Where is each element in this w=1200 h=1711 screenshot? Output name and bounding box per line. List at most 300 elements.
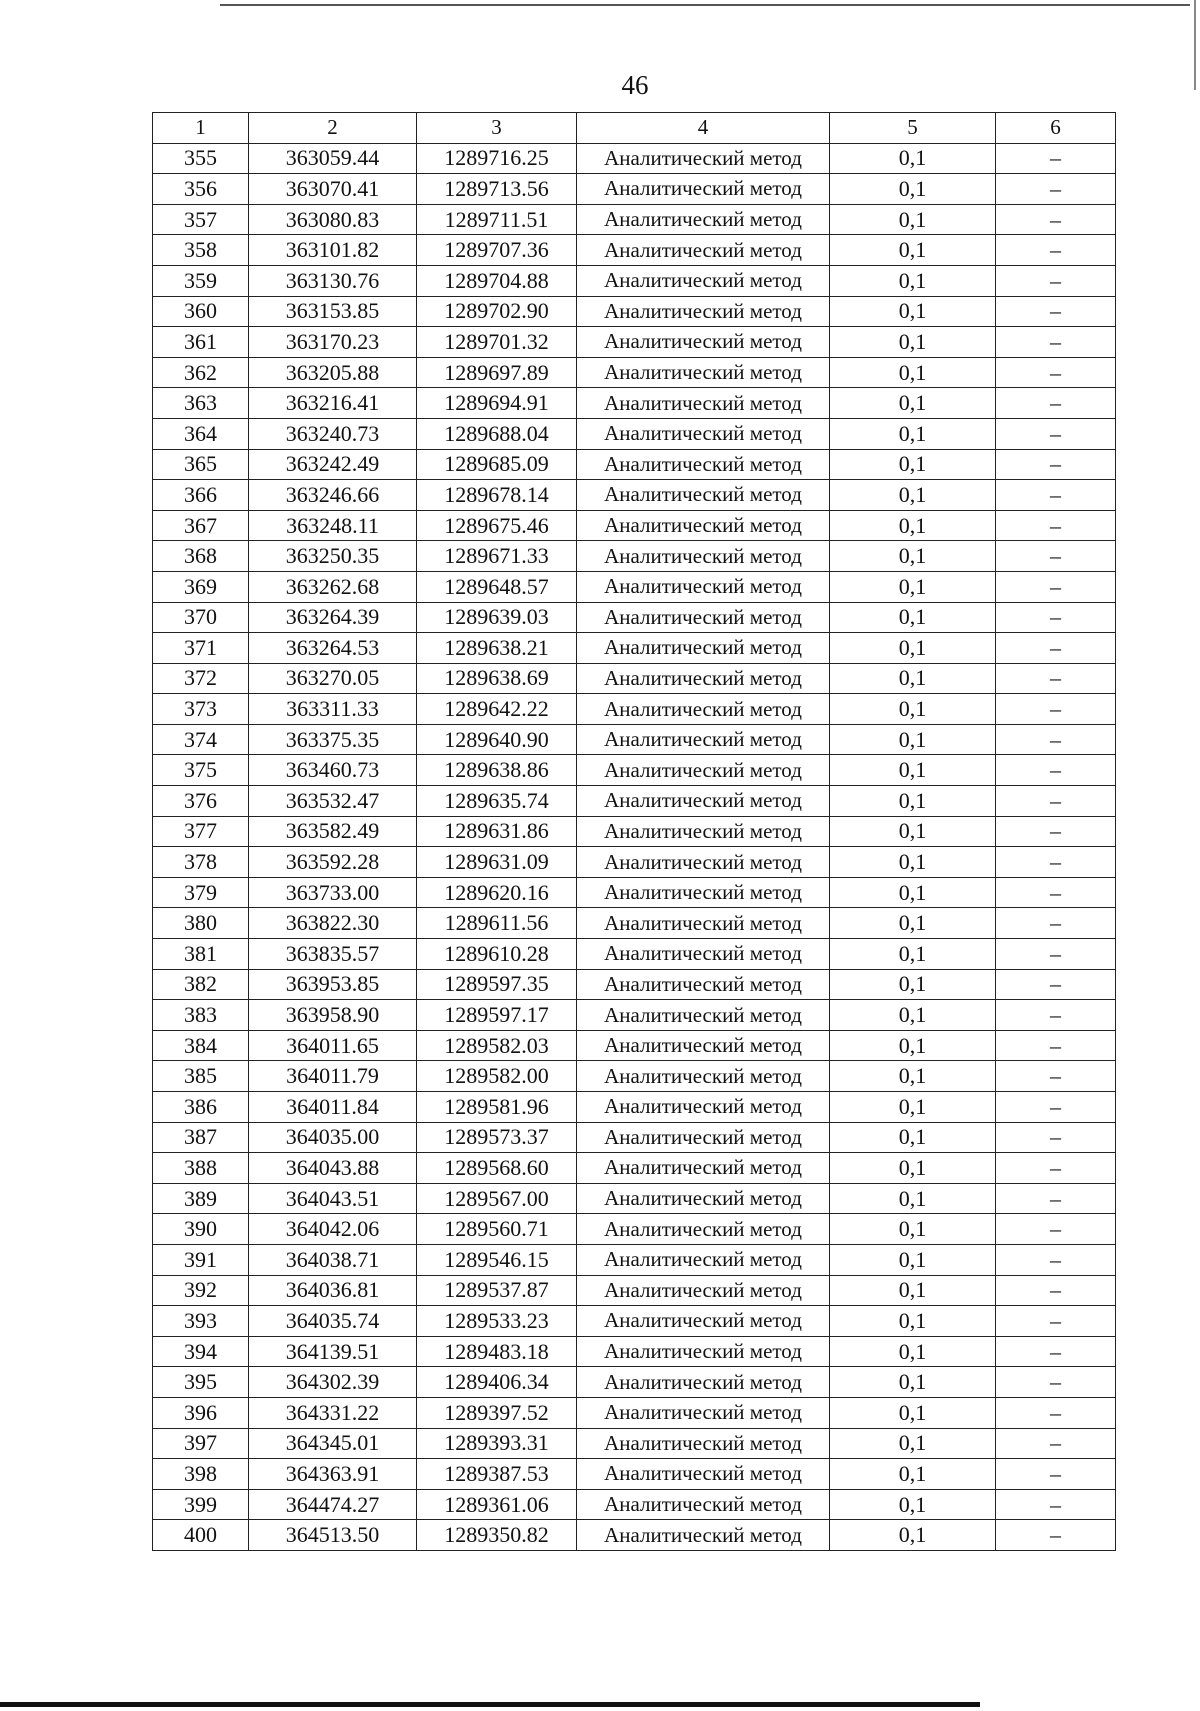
table-row bbox=[153, 1428, 1116, 1459]
table-row bbox=[153, 449, 1116, 480]
accuracy-cell: 0,1 bbox=[830, 1367, 996, 1398]
accuracy-cell: 0,1 bbox=[830, 724, 996, 755]
method-cell: Аналитический метод bbox=[577, 1397, 830, 1428]
method-cell: Аналитический метод bbox=[577, 1214, 830, 1245]
table-row bbox=[153, 1275, 1116, 1306]
method-cell: Аналитический метод bbox=[577, 1428, 830, 1459]
method-cell: Аналитический метод bbox=[577, 939, 830, 970]
y-coordinate-cell: 1289631.09 bbox=[417, 847, 577, 878]
method-cell: Аналитический метод bbox=[577, 143, 830, 174]
method-cell: Аналитический метод bbox=[577, 1275, 830, 1306]
y-coordinate-cell: 1289671.33 bbox=[417, 541, 577, 572]
table-row bbox=[153, 174, 1116, 205]
y-coordinate-cell: 1289638.69 bbox=[417, 663, 577, 694]
column-header: 5 bbox=[830, 113, 996, 144]
y-coordinate-cell: 1289546.15 bbox=[417, 1244, 577, 1275]
table-row bbox=[153, 1000, 1116, 1031]
accuracy-cell: 0,1 bbox=[830, 1336, 996, 1367]
x-coordinate-cell: 363822.30 bbox=[249, 908, 417, 939]
accuracy-cell: 0,1 bbox=[830, 1428, 996, 1459]
y-coordinate-cell: 1289688.04 bbox=[417, 418, 577, 449]
table-row bbox=[153, 1183, 1116, 1214]
table-row bbox=[153, 296, 1116, 327]
y-coordinate-cell: 1289638.86 bbox=[417, 755, 577, 786]
method-cell: Аналитический метод bbox=[577, 541, 830, 572]
note-cell: – bbox=[996, 143, 1116, 174]
method-cell: Аналитический метод bbox=[577, 1061, 830, 1092]
method-cell: Аналитический метод bbox=[577, 418, 830, 449]
accuracy-cell: 0,1 bbox=[830, 1153, 996, 1184]
note-cell: – bbox=[996, 939, 1116, 970]
table-body bbox=[153, 143, 1116, 1550]
method-cell: Аналитический метод bbox=[577, 235, 830, 266]
x-coordinate-cell: 363153.85 bbox=[249, 296, 417, 327]
y-coordinate-cell: 1289387.53 bbox=[417, 1459, 577, 1490]
point-number-cell: 364 bbox=[153, 418, 249, 449]
accuracy-cell: 0,1 bbox=[830, 143, 996, 174]
accuracy-cell: 0,1 bbox=[830, 571, 996, 602]
point-number-cell: 397 bbox=[153, 1428, 249, 1459]
x-coordinate-cell: 363240.73 bbox=[249, 418, 417, 449]
point-number-cell: 384 bbox=[153, 1030, 249, 1061]
accuracy-cell: 0,1 bbox=[830, 877, 996, 908]
point-number-cell: 381 bbox=[153, 939, 249, 970]
note-cell: – bbox=[996, 1122, 1116, 1153]
method-cell: Аналитический метод bbox=[577, 694, 830, 725]
note-cell: – bbox=[996, 296, 1116, 327]
note-cell: – bbox=[996, 724, 1116, 755]
note-cell: – bbox=[996, 1183, 1116, 1214]
x-coordinate-cell: 364363.91 bbox=[249, 1459, 417, 1490]
accuracy-cell: 0,1 bbox=[830, 1092, 996, 1123]
y-coordinate-cell: 1289406.34 bbox=[417, 1367, 577, 1398]
y-coordinate-cell: 1289393.31 bbox=[417, 1428, 577, 1459]
x-coordinate-cell: 364043.51 bbox=[249, 1183, 417, 1214]
method-cell: Аналитический метод bbox=[577, 1520, 830, 1551]
point-number-cell: 388 bbox=[153, 1153, 249, 1184]
point-number-cell: 378 bbox=[153, 847, 249, 878]
table-row bbox=[153, 816, 1116, 847]
x-coordinate-cell: 363101.82 bbox=[249, 235, 417, 266]
table-row bbox=[153, 357, 1116, 388]
x-coordinate-cell: 364331.22 bbox=[249, 1397, 417, 1428]
y-coordinate-cell: 1289638.21 bbox=[417, 633, 577, 664]
method-cell: Аналитический метод bbox=[577, 663, 830, 694]
x-coordinate-cell: 364302.39 bbox=[249, 1367, 417, 1398]
method-cell: Аналитический метод bbox=[577, 1306, 830, 1337]
table-row bbox=[153, 1397, 1116, 1428]
y-coordinate-cell: 1289642.22 bbox=[417, 694, 577, 725]
method-cell: Аналитический метод bbox=[577, 1092, 830, 1123]
y-coordinate-cell: 1289581.96 bbox=[417, 1092, 577, 1123]
y-coordinate-cell: 1289620.16 bbox=[417, 877, 577, 908]
note-cell: – bbox=[996, 1459, 1116, 1490]
x-coordinate-cell: 363264.39 bbox=[249, 602, 417, 633]
y-coordinate-cell: 1289704.88 bbox=[417, 265, 577, 296]
point-number-cell: 355 bbox=[153, 143, 249, 174]
point-number-cell: 377 bbox=[153, 816, 249, 847]
table-row bbox=[153, 265, 1116, 296]
point-number-cell: 362 bbox=[153, 357, 249, 388]
accuracy-cell: 0,1 bbox=[830, 1000, 996, 1031]
accuracy-cell: 0,1 bbox=[830, 296, 996, 327]
point-number-cell: 390 bbox=[153, 1214, 249, 1245]
point-number-cell: 366 bbox=[153, 480, 249, 511]
accuracy-cell: 0,1 bbox=[830, 908, 996, 939]
x-coordinate-cell: 363264.53 bbox=[249, 633, 417, 664]
note-cell: – bbox=[996, 908, 1116, 939]
accuracy-cell: 0,1 bbox=[830, 969, 996, 1000]
note-cell: – bbox=[996, 1489, 1116, 1520]
accuracy-cell: 0,1 bbox=[830, 510, 996, 541]
accuracy-cell: 0,1 bbox=[830, 1122, 996, 1153]
point-number-cell: 399 bbox=[153, 1489, 249, 1520]
point-number-cell: 383 bbox=[153, 1000, 249, 1031]
note-cell: – bbox=[996, 969, 1116, 1000]
note-cell: – bbox=[996, 663, 1116, 694]
y-coordinate-cell: 1289694.91 bbox=[417, 388, 577, 419]
table-row bbox=[153, 1061, 1116, 1092]
method-cell: Аналитический метод bbox=[577, 755, 830, 786]
note-cell: – bbox=[996, 1030, 1116, 1061]
scan-top-line bbox=[220, 4, 1190, 6]
x-coordinate-cell: 363733.00 bbox=[249, 877, 417, 908]
point-number-cell: 379 bbox=[153, 877, 249, 908]
x-coordinate-cell: 363242.49 bbox=[249, 449, 417, 480]
y-coordinate-cell: 1289567.00 bbox=[417, 1183, 577, 1214]
accuracy-cell: 0,1 bbox=[830, 327, 996, 358]
table-row bbox=[153, 786, 1116, 817]
method-cell: Аналитический метод bbox=[577, 602, 830, 633]
point-number-cell: 368 bbox=[153, 541, 249, 572]
note-cell: – bbox=[996, 204, 1116, 235]
method-cell: Аналитический метод bbox=[577, 204, 830, 235]
accuracy-cell: 0,1 bbox=[830, 204, 996, 235]
y-coordinate-cell: 1289675.46 bbox=[417, 510, 577, 541]
point-number-cell: 374 bbox=[153, 724, 249, 755]
table-row bbox=[153, 1030, 1116, 1061]
note-cell: – bbox=[996, 877, 1116, 908]
method-cell: Аналитический метод bbox=[577, 296, 830, 327]
x-coordinate-cell: 364035.00 bbox=[249, 1122, 417, 1153]
y-coordinate-cell: 1289648.57 bbox=[417, 571, 577, 602]
y-coordinate-cell: 1289361.06 bbox=[417, 1489, 577, 1520]
accuracy-cell: 0,1 bbox=[830, 1030, 996, 1061]
method-cell: Аналитический метод bbox=[577, 510, 830, 541]
method-cell: Аналитический метод bbox=[577, 480, 830, 511]
x-coordinate-cell: 363311.33 bbox=[249, 694, 417, 725]
point-number-cell: 371 bbox=[153, 633, 249, 664]
note-cell: – bbox=[996, 541, 1116, 572]
table-row bbox=[153, 908, 1116, 939]
y-coordinate-cell: 1289597.35 bbox=[417, 969, 577, 1000]
y-coordinate-cell: 1289639.03 bbox=[417, 602, 577, 633]
accuracy-cell: 0,1 bbox=[830, 1183, 996, 1214]
accuracy-cell: 0,1 bbox=[830, 541, 996, 572]
method-cell: Аналитический метод bbox=[577, 1030, 830, 1061]
note-cell: – bbox=[996, 1244, 1116, 1275]
x-coordinate-cell: 363270.05 bbox=[249, 663, 417, 694]
note-cell: – bbox=[996, 1336, 1116, 1367]
point-number-cell: 356 bbox=[153, 174, 249, 205]
y-coordinate-cell: 1289702.90 bbox=[417, 296, 577, 327]
coordinates-table bbox=[152, 112, 1116, 1551]
accuracy-cell: 0,1 bbox=[830, 174, 996, 205]
y-coordinate-cell: 1289701.32 bbox=[417, 327, 577, 358]
method-cell: Аналитический метод bbox=[577, 265, 830, 296]
method-cell: Аналитический метод bbox=[577, 724, 830, 755]
method-cell: Аналитический метод bbox=[577, 1183, 830, 1214]
method-cell: Аналитический метод bbox=[577, 388, 830, 419]
x-coordinate-cell: 364011.65 bbox=[249, 1030, 417, 1061]
accuracy-cell: 0,1 bbox=[830, 663, 996, 694]
y-coordinate-cell: 1289397.52 bbox=[417, 1397, 577, 1428]
point-number-cell: 370 bbox=[153, 602, 249, 633]
accuracy-cell: 0,1 bbox=[830, 755, 996, 786]
note-cell: – bbox=[996, 1306, 1116, 1337]
table-row bbox=[153, 755, 1116, 786]
table-row bbox=[153, 1520, 1116, 1551]
accuracy-cell: 0,1 bbox=[830, 1214, 996, 1245]
table-row bbox=[153, 327, 1116, 358]
accuracy-cell: 0,1 bbox=[830, 1459, 996, 1490]
method-cell: Аналитический метод bbox=[577, 786, 830, 817]
table-row bbox=[153, 602, 1116, 633]
x-coordinate-cell: 364035.74 bbox=[249, 1306, 417, 1337]
point-number-cell: 382 bbox=[153, 969, 249, 1000]
point-number-cell: 357 bbox=[153, 204, 249, 235]
page-number: 46 bbox=[621, 70, 649, 100]
method-cell: Аналитический метод bbox=[577, 449, 830, 480]
note-cell: – bbox=[996, 786, 1116, 817]
table-row bbox=[153, 1489, 1116, 1520]
x-coordinate-cell: 363582.49 bbox=[249, 816, 417, 847]
note-cell: – bbox=[996, 1275, 1116, 1306]
accuracy-cell: 0,1 bbox=[830, 816, 996, 847]
method-cell: Аналитический метод bbox=[577, 877, 830, 908]
x-coordinate-cell: 363262.68 bbox=[249, 571, 417, 602]
method-cell: Аналитический метод bbox=[577, 969, 830, 1000]
accuracy-cell: 0,1 bbox=[830, 1275, 996, 1306]
x-coordinate-cell: 363130.76 bbox=[249, 265, 417, 296]
point-number-cell: 385 bbox=[153, 1061, 249, 1092]
accuracy-cell: 0,1 bbox=[830, 388, 996, 419]
note-cell: – bbox=[996, 1428, 1116, 1459]
y-coordinate-cell: 1289707.36 bbox=[417, 235, 577, 266]
note-cell: – bbox=[996, 357, 1116, 388]
accuracy-cell: 0,1 bbox=[830, 1244, 996, 1275]
y-coordinate-cell: 1289560.71 bbox=[417, 1214, 577, 1245]
table-row bbox=[153, 1214, 1116, 1245]
note-cell: – bbox=[996, 571, 1116, 602]
accuracy-cell: 0,1 bbox=[830, 1520, 996, 1551]
y-coordinate-cell: 1289533.23 bbox=[417, 1306, 577, 1337]
method-cell: Аналитический метод bbox=[577, 1244, 830, 1275]
point-number-cell: 375 bbox=[153, 755, 249, 786]
x-coordinate-cell: 364042.06 bbox=[249, 1214, 417, 1245]
table-row bbox=[153, 1367, 1116, 1398]
y-coordinate-cell: 1289582.00 bbox=[417, 1061, 577, 1092]
y-coordinate-cell: 1289711.51 bbox=[417, 204, 577, 235]
point-number-cell: 376 bbox=[153, 786, 249, 817]
point-number-cell: 394 bbox=[153, 1336, 249, 1367]
x-coordinate-cell: 364038.71 bbox=[249, 1244, 417, 1275]
y-coordinate-cell: 1289635.74 bbox=[417, 786, 577, 817]
x-coordinate-cell: 363953.85 bbox=[249, 969, 417, 1000]
table-row bbox=[153, 1153, 1116, 1184]
y-coordinate-cell: 1289697.89 bbox=[417, 357, 577, 388]
y-coordinate-cell: 1289685.09 bbox=[417, 449, 577, 480]
table-row bbox=[153, 541, 1116, 572]
point-number-cell: 360 bbox=[153, 296, 249, 327]
y-coordinate-cell: 1289678.14 bbox=[417, 480, 577, 511]
method-cell: Аналитический метод bbox=[577, 908, 830, 939]
table-row bbox=[153, 571, 1116, 602]
method-cell: Аналитический метод bbox=[577, 327, 830, 358]
x-coordinate-cell: 363248.11 bbox=[249, 510, 417, 541]
point-number-cell: 367 bbox=[153, 510, 249, 541]
point-number-cell: 389 bbox=[153, 1183, 249, 1214]
accuracy-cell: 0,1 bbox=[830, 633, 996, 664]
point-number-cell: 380 bbox=[153, 908, 249, 939]
x-coordinate-cell: 363532.47 bbox=[249, 786, 417, 817]
method-cell: Аналитический метод bbox=[577, 357, 830, 388]
y-coordinate-cell: 1289350.82 bbox=[417, 1520, 577, 1551]
note-cell: – bbox=[996, 1092, 1116, 1123]
x-coordinate-cell: 363059.44 bbox=[249, 143, 417, 174]
note-cell: – bbox=[996, 418, 1116, 449]
accuracy-cell: 0,1 bbox=[830, 480, 996, 511]
method-cell: Аналитический метод bbox=[577, 1336, 830, 1367]
x-coordinate-cell: 363375.35 bbox=[249, 724, 417, 755]
accuracy-cell: 0,1 bbox=[830, 1489, 996, 1520]
accuracy-cell: 0,1 bbox=[830, 1397, 996, 1428]
note-cell: – bbox=[996, 694, 1116, 725]
note-cell: – bbox=[996, 1214, 1116, 1245]
column-header: 4 bbox=[577, 113, 830, 144]
note-cell: – bbox=[996, 327, 1116, 358]
point-number-cell: 391 bbox=[153, 1244, 249, 1275]
point-number-cell: 363 bbox=[153, 388, 249, 419]
x-coordinate-cell: 364011.79 bbox=[249, 1061, 417, 1092]
table-row bbox=[153, 143, 1116, 174]
table-row bbox=[153, 663, 1116, 694]
method-cell: Аналитический метод bbox=[577, 633, 830, 664]
x-coordinate-cell: 364474.27 bbox=[249, 1489, 417, 1520]
x-coordinate-cell: 364513.50 bbox=[249, 1520, 417, 1551]
table-row bbox=[153, 418, 1116, 449]
y-coordinate-cell: 1289631.86 bbox=[417, 816, 577, 847]
point-number-cell: 372 bbox=[153, 663, 249, 694]
table-row bbox=[153, 939, 1116, 970]
accuracy-cell: 0,1 bbox=[830, 786, 996, 817]
table-header-row bbox=[153, 113, 1116, 144]
point-number-cell: 398 bbox=[153, 1459, 249, 1490]
accuracy-cell: 0,1 bbox=[830, 1061, 996, 1092]
column-header: 1 bbox=[153, 113, 249, 144]
note-cell: – bbox=[996, 1000, 1116, 1031]
y-coordinate-cell: 1289582.03 bbox=[417, 1030, 577, 1061]
note-cell: – bbox=[996, 174, 1116, 205]
table-row bbox=[153, 633, 1116, 664]
point-number-cell: 400 bbox=[153, 1520, 249, 1551]
point-number-cell: 396 bbox=[153, 1397, 249, 1428]
column-header: 2 bbox=[249, 113, 417, 144]
table-row bbox=[153, 877, 1116, 908]
note-cell: – bbox=[996, 235, 1116, 266]
scan-bottom-line bbox=[0, 1702, 980, 1707]
point-number-cell: 395 bbox=[153, 1367, 249, 1398]
point-number-cell: 361 bbox=[153, 327, 249, 358]
note-cell: – bbox=[996, 602, 1116, 633]
x-coordinate-cell: 364345.01 bbox=[249, 1428, 417, 1459]
point-number-cell: 392 bbox=[153, 1275, 249, 1306]
accuracy-cell: 0,1 bbox=[830, 939, 996, 970]
accuracy-cell: 0,1 bbox=[830, 265, 996, 296]
table-row bbox=[153, 1122, 1116, 1153]
accuracy-cell: 0,1 bbox=[830, 357, 996, 388]
note-cell: – bbox=[996, 265, 1116, 296]
y-coordinate-cell: 1289597.17 bbox=[417, 1000, 577, 1031]
y-coordinate-cell: 1289611.56 bbox=[417, 908, 577, 939]
method-cell: Аналитический метод bbox=[577, 1000, 830, 1031]
y-coordinate-cell: 1289610.28 bbox=[417, 939, 577, 970]
x-coordinate-cell: 363070.41 bbox=[249, 174, 417, 205]
x-coordinate-cell: 363080.83 bbox=[249, 204, 417, 235]
method-cell: Аналитический метод bbox=[577, 174, 830, 205]
x-coordinate-cell: 363205.88 bbox=[249, 357, 417, 388]
point-number-cell: 365 bbox=[153, 449, 249, 480]
x-coordinate-cell: 363835.57 bbox=[249, 939, 417, 970]
note-cell: – bbox=[996, 1520, 1116, 1551]
y-coordinate-cell: 1289483.18 bbox=[417, 1336, 577, 1367]
table-row bbox=[153, 480, 1116, 511]
note-cell: – bbox=[996, 449, 1116, 480]
table-row bbox=[153, 510, 1116, 541]
table-row bbox=[153, 969, 1116, 1000]
note-cell: – bbox=[996, 633, 1116, 664]
x-coordinate-cell: 364011.84 bbox=[249, 1092, 417, 1123]
method-cell: Аналитический метод bbox=[577, 1153, 830, 1184]
x-coordinate-cell: 364036.81 bbox=[249, 1275, 417, 1306]
table-row bbox=[153, 724, 1116, 755]
y-coordinate-cell: 1289713.56 bbox=[417, 174, 577, 205]
note-cell: – bbox=[996, 1153, 1116, 1184]
method-cell: Аналитический метод bbox=[577, 1367, 830, 1398]
note-cell: – bbox=[996, 510, 1116, 541]
accuracy-cell: 0,1 bbox=[830, 418, 996, 449]
accuracy-cell: 0,1 bbox=[830, 1306, 996, 1337]
x-coordinate-cell: 364139.51 bbox=[249, 1336, 417, 1367]
column-header: 3 bbox=[417, 113, 577, 144]
point-number-cell: 358 bbox=[153, 235, 249, 266]
y-coordinate-cell: 1289716.25 bbox=[417, 143, 577, 174]
note-cell: – bbox=[996, 755, 1116, 786]
note-cell: – bbox=[996, 847, 1116, 878]
method-cell: Аналитический метод bbox=[577, 1489, 830, 1520]
table-row bbox=[153, 1092, 1116, 1123]
table-row bbox=[153, 204, 1116, 235]
y-coordinate-cell: 1289573.37 bbox=[417, 1122, 577, 1153]
point-number-cell: 387 bbox=[153, 1122, 249, 1153]
table-row bbox=[153, 1336, 1116, 1367]
table-row bbox=[153, 1459, 1116, 1490]
method-cell: Аналитический метод bbox=[577, 571, 830, 602]
y-coordinate-cell: 1289640.90 bbox=[417, 724, 577, 755]
x-coordinate-cell: 363460.73 bbox=[249, 755, 417, 786]
method-cell: Аналитический метод bbox=[577, 847, 830, 878]
accuracy-cell: 0,1 bbox=[830, 602, 996, 633]
